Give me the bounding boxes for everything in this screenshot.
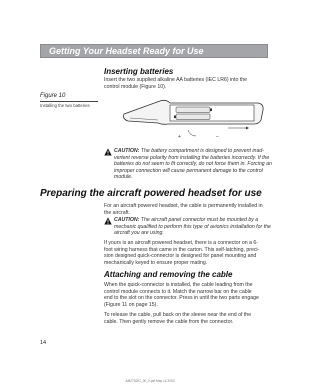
preparing-paragraph-2: If yours is an aircraft powered headset, there is a connector on a 6- foot wiring harness that came in the carton. This self-latching, preci- sion designed quick-connector is designed for panel mounting and mechanically keyed to ensure proper mating.: [104, 240, 260, 266]
banner-title: Getting Your Headset Ready for Use: [49, 46, 204, 56]
attaching-heading: Attaching and removing the cable: [104, 270, 233, 279]
attaching-paragraph-1: When the quick-connector is installed, the cable leading from the control module connects to it. Match the narrow bar on the cable end to the slot on the connector. Press in until the two parts engage (Figure 11 on page 15).: [104, 282, 259, 308]
print-footer: AM275201_00_V.pdf May 14 2003: [125, 379, 175, 383]
warning-icon: [104, 217, 112, 225]
attaching-paragraph-2: To release the cable, pull back on the sleeve near the end of the cable. Then gently remove the cable from the connector.: [104, 312, 252, 325]
battery-caution: CAUTION: The battery compartment is designed to prevent inad- vertent reverse polarity from installing the batteries incorrectly. If the batteries do not seem to fit correctly, do not force them in. Forcing an improper connection will cause permanent damage to the control module.: [114, 148, 272, 181]
warning-icon: [104, 148, 112, 156]
preparing-paragraph-1: For an aircraft powered headset, the cable is permanently installed in the aircraft.: [104, 203, 263, 216]
svg-text:–: –: [216, 134, 219, 140]
page-number: 14: [40, 340, 47, 346]
figure-label: Figure 10: [40, 93, 66, 99]
figure-rule: [40, 101, 98, 102]
panel-connector-caution: CAUTION: The aircraft panel connector must be mounted by a mechanic qualified to perform this type of avionics installation for the aircraft you are using.: [114, 217, 271, 237]
battery-illustration: [118, 90, 268, 142]
inserting-paragraph: Insert the two supplied alkaline AA batteries (IEC LR6) into the control module (Figure 10).: [104, 77, 248, 90]
inserting-heading: Inserting batteries: [104, 67, 174, 76]
section-banner: [40, 44, 268, 58]
preparing-heading: Preparing the aircraft powered headset for use: [40, 188, 262, 199]
svg-text:+: +: [178, 134, 181, 140]
figure-caption: Installing the two batteries: [40, 103, 90, 108]
